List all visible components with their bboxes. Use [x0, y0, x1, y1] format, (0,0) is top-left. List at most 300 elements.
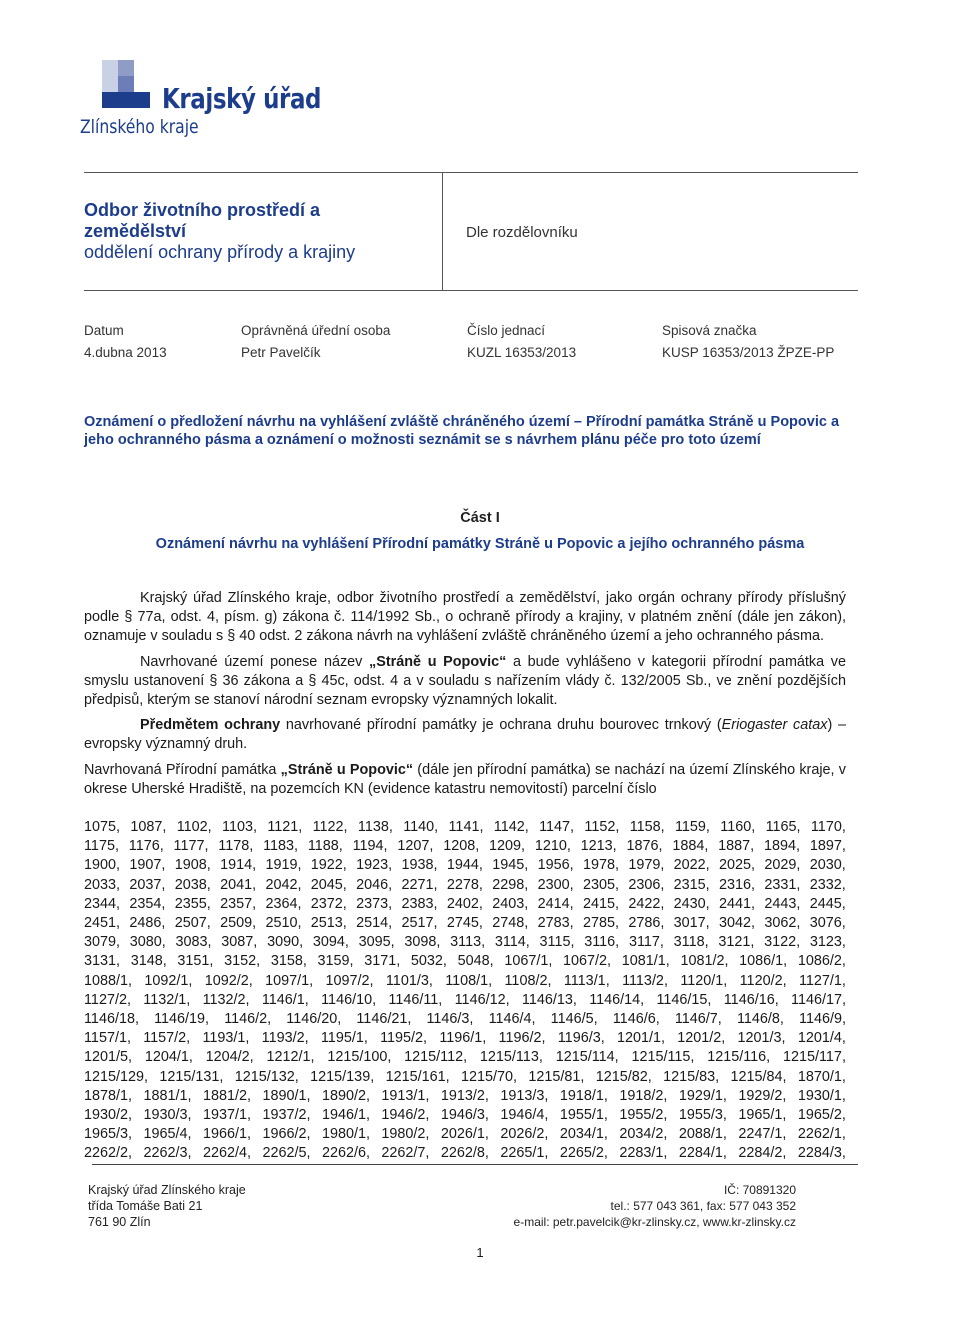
- parcel-number: 2430,: [673, 895, 710, 912]
- parcel-number: 1196/1,: [439, 1030, 487, 1047]
- meta-date: [84, 320, 167, 364]
- parcel-number: 2306,: [628, 876, 665, 893]
- parcel-number: 1067/1,: [504, 953, 553, 970]
- parcel-number: 1913/2,: [440, 1087, 489, 1104]
- parcel-number: 1097/1,: [265, 972, 314, 989]
- parcel-number: 1127/2,: [84, 991, 131, 1008]
- parcel-number: 1212/1,: [266, 1049, 315, 1066]
- parcel-number: 1146/5,: [550, 1011, 598, 1028]
- parcel-number: 1955/1,: [559, 1107, 608, 1124]
- p4-text-c: (dále jen přírodní památka) se nachází na území Zlínského kraje, v okrese Uherské Hradiště, na pozemcích KN (evidence katastru nemovitostí) parcelní číslo: [84, 761, 846, 797]
- department: [84, 200, 434, 263]
- meta-person: [241, 320, 390, 364]
- footer-email[interactable]: e-mail: petr.pavelcik@kr-zlinsky.cz, www.kr-zlinsky.cz: [513, 1215, 796, 1229]
- parcel-number: 1201/1,: [616, 1030, 665, 1047]
- parcel-number: 3087,: [221, 934, 258, 951]
- parcel-line: [84, 1125, 846, 1144]
- parcel-number: 1146/7,: [674, 1011, 722, 1028]
- parcel-number: 2315,: [673, 876, 710, 893]
- p3-subject-of-protection: Předmětem ochrany: [140, 717, 281, 734]
- parcel-number: 1146/18,: [84, 1011, 139, 1028]
- parcel-number: 1870/1,: [797, 1068, 846, 1085]
- parcel-number: 2042,: [265, 876, 302, 893]
- parcel-number: 1966/2,: [262, 1126, 311, 1143]
- parcel-line: [84, 856, 846, 875]
- parcel-number: 1945,: [492, 857, 529, 874]
- parcel-number: 2354,: [129, 895, 166, 912]
- p2-site-name: „Stráně u Popovic“: [369, 653, 507, 670]
- parcel-number: 1887,: [718, 838, 755, 855]
- parcel-number: 1215/82,: [595, 1068, 652, 1085]
- parcel-number: 1914,: [220, 857, 257, 874]
- parcel-number: 1215/131,: [159, 1068, 224, 1085]
- parcel-number: 2445,: [809, 895, 846, 912]
- parcel-number: 1897,: [809, 838, 846, 855]
- file-mark-value: KUSP 16353/2013 ŽPZE-PP: [662, 345, 835, 360]
- parcel-number: 3090,: [267, 934, 304, 951]
- parcel-number: 2037,: [129, 876, 166, 893]
- parcel-line: [84, 914, 846, 933]
- parcel-number: 5048,: [457, 953, 494, 970]
- parcel-number: 2509,: [220, 915, 257, 932]
- dept-line1: Odbor životního prostředí a: [84, 200, 321, 220]
- body-text: [84, 589, 846, 805]
- parcel-number: 1955/2,: [619, 1107, 668, 1124]
- parcel-line: [84, 1087, 846, 1106]
- parcel-line: [84, 1144, 846, 1163]
- parcel-number: 1890/1,: [262, 1087, 311, 1104]
- parcel-number: 1980/2,: [381, 1126, 430, 1143]
- parcel-number: 1146/10,: [321, 991, 377, 1008]
- parcel-number: 1132/2,: [202, 991, 250, 1008]
- parcel-number: 2364,: [265, 895, 302, 912]
- footer-street: třída Tomáše Bati 21: [88, 1199, 203, 1213]
- parcel-number: 2422,: [628, 895, 665, 912]
- parcel-number: 1165,: [765, 819, 801, 835]
- parcel-number: 1944,: [446, 857, 483, 874]
- parcel-line: [84, 876, 846, 895]
- parcel-number: 3115,: [539, 934, 575, 951]
- parcel-number: 1201/4,: [797, 1030, 846, 1047]
- parcel-number: 1113/1,: [563, 972, 610, 989]
- parcel-number: 1201/2,: [677, 1030, 726, 1047]
- parcel-number: 3080,: [129, 934, 166, 951]
- parcel-number: 1907,: [129, 857, 166, 874]
- parcel-number: 3118,: [673, 934, 709, 951]
- parcel-number: 1108/1,: [445, 972, 493, 989]
- parcel-number: 1876,: [626, 838, 663, 855]
- parcel-number: 1108/2,: [504, 972, 552, 989]
- parcel-number: 1215/81,: [528, 1068, 585, 1085]
- parcel-number: 1101/3,: [385, 972, 433, 989]
- parcel-number: 3094,: [312, 934, 349, 951]
- parcel-number: 2383,: [401, 895, 438, 912]
- p3-text-d: ) – evropsky významný druh.: [84, 717, 847, 753]
- parcel-number: 1097/2,: [325, 972, 374, 989]
- parcel-number: 1215/161,: [385, 1068, 450, 1085]
- parcel-number: 2026/1,: [440, 1126, 489, 1143]
- parcel-number: 2402,: [446, 895, 483, 912]
- parcel-number: 3117,: [628, 934, 664, 951]
- parcel-number: 1177,: [173, 838, 209, 855]
- parcel-number: 1196/2,: [498, 1030, 546, 1047]
- parcel-number: 1092/2,: [204, 972, 253, 989]
- parcel-number: 1930/2,: [84, 1107, 133, 1124]
- parcel-number: 1930/3,: [143, 1107, 192, 1124]
- parcel-number: 1215/114,: [555, 1049, 619, 1066]
- meta-reference: [467, 320, 576, 364]
- parcel-number: 1146/13,: [521, 991, 577, 1008]
- parcel-number: 1121,: [267, 819, 303, 835]
- parcel-line: [84, 933, 846, 952]
- parcel-number: 2262/4,: [202, 1145, 251, 1162]
- parcel-number: 2331,: [764, 876, 801, 893]
- parcel-number: 2046,: [356, 876, 393, 893]
- parcel-number: 2373,: [356, 895, 393, 912]
- parcel-number: 1929/1,: [678, 1087, 727, 1104]
- parcel-number: 1146/8,: [736, 1011, 784, 1028]
- parcel-number: 1207,: [397, 838, 434, 855]
- parcel-number: 2284/2,: [738, 1145, 787, 1162]
- parcel-number: 2029,: [764, 857, 801, 874]
- parcel-number: 1146/17,: [791, 991, 846, 1008]
- parcel-number: 1159,: [674, 819, 710, 835]
- recipient: Dle rozdělovníku: [466, 224, 578, 241]
- parcel-number: 2745,: [446, 915, 483, 932]
- parcel-number: 1146/9,: [799, 1011, 846, 1028]
- parcel-number: 2332,: [809, 876, 846, 893]
- parcel-number: 3017,: [673, 915, 710, 932]
- parcel-number: 1195/1,: [320, 1030, 368, 1047]
- person-value: Petr Pavelčík: [241, 345, 321, 360]
- parcel-number: 1913/1,: [381, 1087, 430, 1104]
- parcel-number: 1204/2,: [205, 1049, 254, 1066]
- p2-text-c: a bude vyhlášeno v kategorii přírodní památka ve smyslu ustanovení § 36 zákona a § 45c, odst. 4 a v souladu s nařízením vlády č. 132/2005 Sb., ve znění pozdějších předpisů, kterým se stanoví národní seznam evropsky významných lokalit.: [84, 653, 846, 709]
- parcel-number: 1157/2,: [143, 1030, 191, 1047]
- parcel-number: 2283/1,: [619, 1145, 668, 1162]
- parcel-number: 1955/3,: [678, 1107, 727, 1124]
- logo-title: Krajský úřad: [162, 82, 322, 115]
- footer-address: [88, 1182, 246, 1230]
- parcel-number: 1138,: [357, 819, 393, 835]
- parcel-number: 1215/117,: [782, 1049, 846, 1066]
- parcel-number: 2033,: [84, 876, 121, 893]
- parcel-number: 2278,: [446, 876, 483, 893]
- footer-rule: [92, 1164, 858, 1165]
- parcel-number: 1122,: [312, 819, 348, 835]
- parcel-number: 1146/12,: [454, 991, 510, 1008]
- paragraph-2: [84, 653, 846, 711]
- parcel-number: 3095,: [358, 934, 395, 951]
- parcel-number: 1103,: [222, 819, 257, 835]
- parcel-number: 1088/1,: [84, 972, 133, 989]
- parcel-number: 1918/1,: [559, 1087, 608, 1104]
- parcel-line: [84, 972, 846, 991]
- parcel-number: 2262/3,: [143, 1145, 192, 1162]
- paragraph-4: [84, 761, 846, 799]
- parcel-number: 1081/1,: [621, 953, 670, 970]
- parcel-number: 1890/2,: [321, 1087, 370, 1104]
- parcel-number: 2344,: [84, 895, 121, 912]
- parcel-number: 2262/6,: [321, 1145, 370, 1162]
- parcel-number: 1881/2,: [202, 1087, 251, 1104]
- footer-org: Krajský úřad Zlínského kraje: [88, 1183, 246, 1197]
- subject: Oznámení o předložení návrhu na vyhlášení zvláště chráněného území – Přírodní památka Stráně u Popovic a jeho ochranného pásma a oznámení o možnosti seznámit se s návrhem plánu péče pro toto území: [84, 414, 840, 448]
- parcel-number: 1215/139,: [310, 1068, 375, 1085]
- parcel-number: 2034/1,: [559, 1126, 608, 1143]
- parcel-number: 1086/1,: [739, 953, 788, 970]
- parcel-number: 2265/2,: [559, 1145, 608, 1162]
- parcel-number: 1146/6,: [612, 1011, 660, 1028]
- parcel-number: 1210,: [534, 838, 571, 855]
- parcel-line: [84, 1068, 846, 1087]
- parcel-number: 2357,: [220, 895, 257, 912]
- parcel-number: 1067/2,: [563, 953, 612, 970]
- footer-ico: IČ: 70891320: [723, 1183, 796, 1197]
- parcel-number: 1919,: [265, 857, 302, 874]
- parcel-number: 2088/1,: [678, 1126, 727, 1143]
- paragraph-3: [84, 716, 846, 754]
- parcel-number: 2443,: [764, 895, 801, 912]
- parcel-number: 3113,: [450, 934, 486, 951]
- parcel-number: 1922,: [310, 857, 347, 874]
- parcel-number: 1923,: [356, 857, 393, 874]
- parcel-number: 3042,: [719, 915, 756, 932]
- parcel-number: 1194,: [352, 838, 388, 855]
- parcel-number: 1908,: [174, 857, 211, 874]
- parcel-number: 2316,: [719, 876, 756, 893]
- footer-phone: tel.: 577 043 361, fax: 577 043 352: [610, 1199, 796, 1213]
- parcel-number: 1183,: [263, 838, 299, 855]
- parcel-number: 1965/3,: [84, 1126, 133, 1143]
- p3-species-latin: Eriogaster catax: [721, 717, 828, 734]
- parcel-number: 2262/7,: [381, 1145, 430, 1162]
- parcel-number: 2262/2,: [84, 1145, 133, 1162]
- parcel-number: 1146/3,: [426, 1011, 474, 1028]
- parcel-number: 1178,: [218, 838, 254, 855]
- parcel-number: 2025,: [719, 857, 756, 874]
- parcel-number: 1160,: [720, 819, 756, 835]
- parcel-number: 1966/1,: [202, 1126, 251, 1143]
- parcel-number: 1980/1,: [321, 1126, 370, 1143]
- parcel-number: 2262/1,: [797, 1126, 846, 1143]
- logo-mark: [82, 58, 152, 118]
- parcel-number: 1075,: [84, 819, 121, 835]
- parcel-number: 1204/1,: [144, 1049, 193, 1066]
- parcel-number: 1195/2,: [380, 1030, 428, 1047]
- parcel-number: 1113/2,: [622, 972, 668, 989]
- parcel-number: 1087,: [130, 819, 167, 835]
- parcel-line: [84, 818, 846, 837]
- parcel-number: 2284/3,: [797, 1145, 846, 1162]
- parcel-number: 1140,: [403, 819, 439, 835]
- parcel-list: [84, 818, 846, 1164]
- p4-site-name: „Stráně u Popovic“: [280, 761, 414, 778]
- parcel-number: 1158,: [629, 819, 665, 835]
- parcel-number: 3083,: [175, 934, 212, 951]
- parcel-number: 1215/84,: [730, 1068, 787, 1085]
- parcel-number: 1946/3,: [440, 1107, 489, 1124]
- parcel-number: 1146/4,: [488, 1011, 536, 1028]
- parcel-number: 1946/2,: [381, 1107, 430, 1124]
- parcel-number: 2034/2,: [619, 1126, 668, 1143]
- parcel-number: 1081/2,: [680, 953, 729, 970]
- parcel-number: 1978,: [582, 857, 619, 874]
- parcel-line: [84, 952, 846, 971]
- footer-contact: [514, 1182, 796, 1230]
- parcel-number: 1120/2,: [739, 972, 787, 989]
- parcel-number: 1146/21,: [356, 1011, 412, 1028]
- parcel-number: 1946/1,: [321, 1107, 370, 1124]
- parcel-number: 3152,: [224, 953, 261, 970]
- parcel-number: 2045,: [310, 876, 347, 893]
- parcel-number: 3079,: [84, 934, 121, 951]
- parcel-number: 2517,: [401, 915, 438, 932]
- parcel-number: 2262/8,: [440, 1145, 489, 1162]
- parcel-number: 3158,: [270, 953, 307, 970]
- parcel-number: 1894,: [763, 838, 800, 855]
- parcel-number: 2785,: [582, 915, 619, 932]
- parcel-number: 1102,: [176, 819, 212, 835]
- parcel-number: 1215/83,: [663, 1068, 720, 1085]
- parcel-number: 1208,: [443, 838, 480, 855]
- parcel-number: 1979,: [628, 857, 665, 874]
- parcel-number: 1193/2,: [261, 1030, 309, 1047]
- parcel-number: 1215/113,: [479, 1049, 543, 1066]
- parcel-number: 2415,: [582, 895, 619, 912]
- parcel-number: 1938,: [401, 857, 438, 874]
- parcel-number: 1881/1,: [143, 1087, 192, 1104]
- parcel-number: 1215/115,: [631, 1049, 695, 1066]
- parcel-number: 2298,: [492, 876, 529, 893]
- parcel-number: 1146/16,: [723, 991, 779, 1008]
- parcel-number: 1193/1,: [202, 1030, 250, 1047]
- parcel-number: 1215/112,: [404, 1049, 468, 1066]
- parcel-number: 1215/116,: [707, 1049, 771, 1066]
- parcel-line: [84, 1029, 846, 1048]
- parcel-number: 1956,: [537, 857, 574, 874]
- parcel-number: 2748,: [492, 915, 529, 932]
- parcel-number: 1146/19,: [154, 1011, 210, 1028]
- parcel-number: 1157/1,: [84, 1030, 131, 1047]
- parcel-number: 2030,: [809, 857, 846, 874]
- parcel-number: 1142,: [493, 819, 529, 835]
- parcel-number: 2486,: [129, 915, 166, 932]
- dept-line3: oddělení ochrany přírody a krajiny: [84, 242, 356, 262]
- dept-line2: zemědělství: [84, 221, 187, 241]
- parcel-number: 1918/2,: [619, 1087, 668, 1104]
- parcel-number: 3123,: [809, 934, 846, 951]
- header-top-rule: [84, 172, 858, 173]
- parcel-number: 2284/1,: [678, 1145, 727, 1162]
- parcel-number: 3131,: [84, 953, 121, 970]
- parcel-number: 1146/20,: [286, 1011, 342, 1028]
- parcel-number: 2372,: [310, 895, 347, 912]
- footer-city: 761 90 Zlín: [88, 1215, 151, 1229]
- parcel-number: 1147,: [539, 819, 575, 835]
- parcel-number: 3148,: [130, 953, 167, 970]
- parcel-number: 1965/4,: [143, 1126, 192, 1143]
- parcel-number: 1215/132,: [234, 1068, 299, 1085]
- parcel-number: 1086/2,: [797, 953, 846, 970]
- parcel-number: 1141,: [448, 819, 484, 835]
- parcel-number: 1175,: [84, 838, 119, 855]
- parcel-number: 1120/1,: [680, 972, 728, 989]
- parcel-number: 2510,: [265, 915, 302, 932]
- parcel-line: [84, 1010, 846, 1029]
- parcel-number: 2355,: [174, 895, 211, 912]
- reference-label: Číslo jednací: [467, 323, 546, 338]
- parcel-number: 1092/1,: [144, 972, 193, 989]
- logo-subtitle: Zlínského kraje: [80, 116, 199, 138]
- parcel-number: 1913/3,: [500, 1087, 549, 1104]
- parcel-number: 2026/2,: [500, 1126, 549, 1143]
- parcel-number: 1965/1,: [738, 1107, 787, 1124]
- parcel-line: [84, 837, 846, 856]
- meta-file-mark: [662, 320, 834, 364]
- parcel-line: [84, 1106, 846, 1125]
- parcel-number: 3114,: [494, 934, 530, 951]
- parcel-number: 2513,: [310, 915, 347, 932]
- parcel-number: 3122,: [764, 934, 801, 951]
- parcel-number: 2783,: [537, 915, 574, 932]
- parcel-number: 1878/1,: [84, 1087, 133, 1104]
- parcel-number: 5032,: [410, 953, 447, 970]
- parcel-number: 1152,: [584, 819, 620, 835]
- parcel-number: 1132/1,: [143, 991, 191, 1008]
- reference-value: KUZL 16353/2013: [467, 345, 577, 360]
- parcel-number: 2022,: [673, 857, 710, 874]
- parcel-number: 2305,: [582, 876, 619, 893]
- date-label: Datum: [84, 323, 124, 338]
- parcel-number: 2514,: [356, 915, 393, 932]
- parcel-number: 1215/129,: [84, 1068, 149, 1085]
- paragraph-1: Krajský úřad Zlínského kraje, odbor životního prostředí a zemědělství, jako orgán ochrany přírody příslušný podle § 77a, odst. 4, písm. g) zákona č. 114/1992 Sb., o ochraně přírody a krajiny, v platném znění (dále jen zákon), oznamuje v souladu s § 40 odst. 2 zákona návrh na vyhlášení zvláště chráněného území a jeho ochranného pásma.: [84, 590, 846, 645]
- parcel-number: 2507,: [174, 915, 211, 932]
- parcel-number: 2247/1,: [738, 1126, 787, 1143]
- parcel-number: 1929/2,: [738, 1087, 787, 1104]
- p4-text-a: Navrhovaná Přírodní památka: [84, 761, 281, 778]
- p3-text-b: navrhované přírodní památky je ochrana druhu bourovec trnkový (: [280, 717, 722, 734]
- parcel-number: 1884,: [672, 838, 709, 855]
- file-mark-label: Spisová značka: [662, 323, 757, 338]
- parcel-number: 2262/5,: [262, 1145, 311, 1162]
- parcel-number: 1209,: [489, 838, 526, 855]
- parcel-number: 1170,: [810, 819, 846, 835]
- parcel-number: 1146/15,: [656, 991, 712, 1008]
- parcel-number: 1146/11,: [388, 991, 443, 1008]
- parcel-number: 1146/2,: [224, 1011, 272, 1028]
- parcel-number: 2300,: [537, 876, 574, 893]
- parcel-number: 1146/14,: [589, 991, 645, 1008]
- parcel-number: 1900,: [84, 857, 121, 874]
- parcel-number: 3159,: [317, 953, 354, 970]
- parcel-number: 1213,: [580, 838, 617, 855]
- parcel-number: 3098,: [404, 934, 441, 951]
- parcel-number: 1196/3,: [557, 1030, 605, 1047]
- parcel-number: 2451,: [84, 915, 121, 932]
- parcel-number: 1127/1,: [798, 972, 846, 989]
- date-value: 4.dubna 2013: [84, 345, 167, 360]
- parcel-number: 1215/70,: [460, 1068, 517, 1085]
- parcel-number: 2038,: [174, 876, 211, 893]
- parcel-number: 2441,: [719, 895, 756, 912]
- parcel-number: 2041,: [220, 876, 257, 893]
- header-divider: [442, 172, 443, 290]
- parcel-number: 2265/1,: [500, 1145, 549, 1162]
- parcel-number: 1965/2,: [797, 1107, 846, 1124]
- part-label: Část I: [460, 510, 500, 526]
